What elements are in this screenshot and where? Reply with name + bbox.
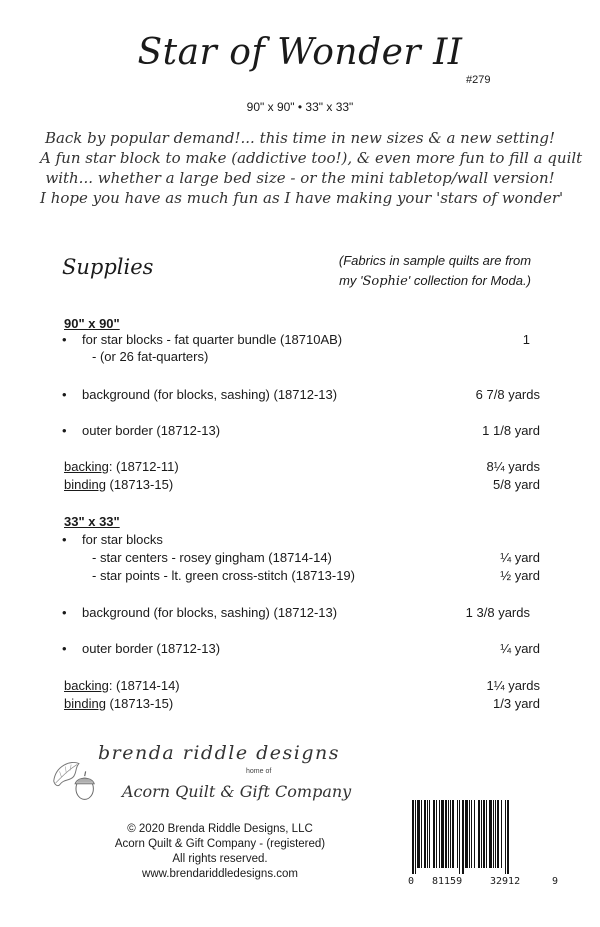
copyright-line: © 2020 Brenda Riddle Designs, LLC [127, 823, 313, 835]
fabric-note-line: (Fabrics in sample quilts are from [338, 253, 532, 268]
supply-quantity: 1¼ yards [486, 678, 540, 693]
supply-quantity: 1 1/8 yard [482, 423, 540, 438]
supply-description: - star points - lt. green cross-stitch (18713-19) [92, 568, 355, 583]
barcode-group-2: 32912 [490, 876, 521, 887]
quilt-sizes: 90" x 90" • 33" x 33" [246, 100, 354, 114]
supply-row [62, 640, 540, 658]
home-of-label: home of [246, 768, 272, 775]
backing-detail: : (18712-11) [108, 459, 179, 474]
supply-row [62, 458, 540, 476]
supply-row [62, 604, 540, 622]
pattern-number: #279 [466, 74, 491, 86]
supply-row [62, 531, 540, 549]
supply-description [64, 458, 179, 476]
supply-quantity: 5/8 yard [493, 477, 540, 492]
supply-row [62, 348, 540, 366]
supply-description: for star blocks - fat quarter bundle (18710AB) [82, 332, 343, 347]
supply-quantity: 1 [522, 332, 530, 347]
intro-line: Back by popular demand!... this time in new sizes & a new setting! [44, 129, 556, 147]
supply-quantity: 1/3 yard [493, 696, 540, 711]
supply-description [64, 695, 173, 713]
backing-label: backing [64, 678, 109, 693]
supplies-heading: Supplies [62, 255, 154, 279]
supply-quantity: ¼ yard [500, 550, 540, 565]
supply-description: outer border (18712-13) [82, 423, 221, 438]
barcode-digit-first: 0 [408, 876, 415, 887]
supply-row [62, 386, 540, 404]
supply-quantity: 8¼ yards [486, 459, 540, 474]
brand-name: brenda riddle designs [98, 742, 340, 764]
supply-row [62, 677, 540, 695]
supply-description: for star blocks [82, 532, 163, 547]
supply-row [62, 549, 540, 567]
supply-row [62, 476, 540, 494]
backing-detail: : (18714-14) [108, 678, 180, 693]
bullet: • [62, 641, 67, 656]
rights-line: All rights reserved. [172, 853, 268, 865]
supply-row [62, 422, 540, 440]
barcode-icon [410, 800, 556, 874]
intro-paragraph [40, 128, 583, 208]
large-quilt-heading: 90" x 90" [64, 316, 120, 331]
supply-row [62, 695, 540, 713]
supply-quantity: 6 7/8 yards [475, 387, 540, 402]
supply-description: - (or 26 fat-quarters) [92, 349, 209, 364]
supply-quantity: ½ yard [500, 568, 540, 583]
binding-detail: (18713-15) [105, 696, 174, 711]
company-name: Acorn Quilt & Gift Company [122, 782, 352, 801]
supply-quantity: 1 3/8 yards [465, 605, 530, 620]
binding-detail: (18713-15) [105, 477, 174, 492]
barcode-group-1: 81159 [432, 876, 463, 887]
supply-description: background (for blocks, sashing) (18712-13) [82, 387, 338, 402]
barcode-digit-last: 9 [552, 876, 559, 887]
collection-name: Sophie [362, 274, 408, 289]
supply-row [62, 567, 540, 585]
company-line: Acorn Quilt & Gift Company - (registered) [114, 838, 326, 850]
bullet: • [62, 423, 67, 438]
bullet: • [62, 332, 67, 347]
small-quilt-heading: 33" x 33" [64, 514, 120, 529]
binding-label: binding [64, 696, 106, 711]
bullet: • [62, 387, 67, 402]
acorn-leaf-icon [46, 752, 104, 810]
supply-description: - star centers - rosey gingham (18714-14) [92, 550, 332, 565]
supply-description [64, 677, 180, 695]
intro-line: A fun star block to make (addictive too!), & even more fun to fill a quilt [40, 149, 583, 167]
fabric-note-prefix: my ' [339, 273, 363, 288]
pattern-title: Star of Wonder II [137, 32, 463, 73]
supply-description: background (for blocks, sashing) (18712-13) [82, 605, 338, 620]
supply-quantity: ¼ yard [500, 641, 540, 656]
copyright-block [70, 822, 370, 882]
backing-label: backing [64, 459, 109, 474]
intro-line: with... whether a large bed size - or the mini tabletop/wall version! [45, 169, 555, 187]
bullet: • [62, 532, 67, 547]
fabric-note-suffix: ' collection for Moda.) [407, 273, 531, 288]
fabric-note [300, 251, 570, 292]
binding-label: binding [64, 477, 106, 492]
bullet: • [62, 605, 67, 620]
intro-line: I hope you have as much fun as I have making your 'stars of wonder' [40, 189, 564, 207]
supply-description [64, 476, 173, 494]
supply-row [62, 331, 540, 349]
website-link[interactable]: www.brendariddledesigns.com [142, 868, 298, 880]
supply-description: outer border (18712-13) [82, 641, 221, 656]
fabric-note-line [300, 271, 570, 292]
